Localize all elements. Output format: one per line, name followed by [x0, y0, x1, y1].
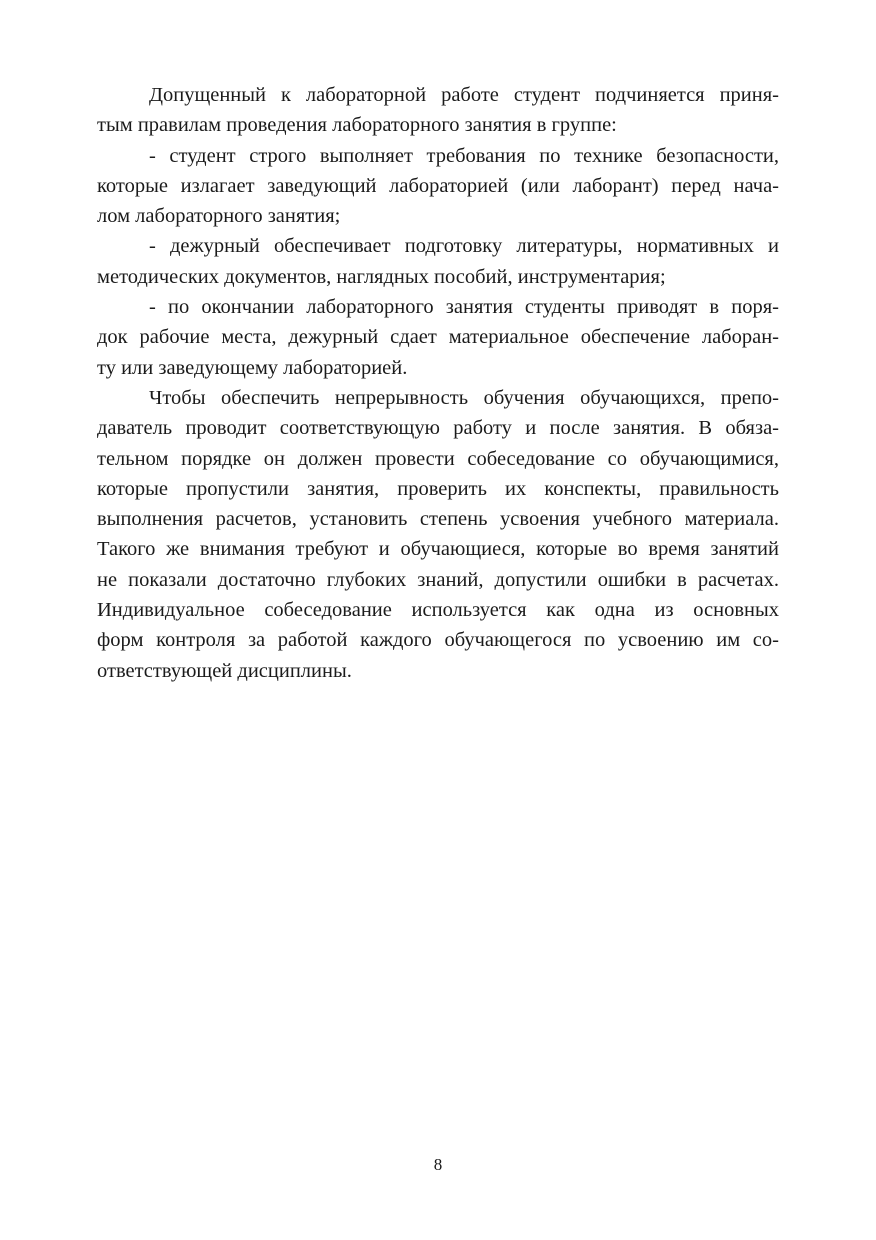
- text-line: тым правилам проведения лабораторного занятия в группе:: [97, 114, 617, 137]
- text-line: ответствующей дисциплины.: [97, 659, 352, 682]
- text-line: Чтобы обеспечить непрерывность обучения обучающихся, препо-: [149, 386, 779, 409]
- text-line: форм контроля за работой каждого обучающегося по усвоению им со-: [97, 629, 779, 652]
- page-number: 8: [433, 1155, 443, 1174]
- paragraph-safety-rule: [97, 141, 779, 232]
- text-line: - дежурный обеспечивает подготовку литературы, нормативных и: [149, 235, 779, 258]
- text-line: выполнения расчетов, установить степень усвоения учебного материала.: [97, 508, 779, 531]
- text-line: не показали достаточно глубоких знаний, допустили ошибки в расчетах.: [97, 568, 779, 591]
- text-line: лом лабораторного занятия;: [97, 205, 341, 228]
- text-line: - по окончании лабораторного занятия студенты приводят в поря-: [149, 296, 779, 319]
- text-line: методических документов, наглядных пособий, инструментария;: [97, 265, 666, 288]
- text-line: даватель проводит соответствующую работу и после занятия. В обяза-: [97, 417, 779, 440]
- text-line: Индивидуальное собеседование используется как одна из основных: [97, 599, 779, 622]
- text-line: тельном порядке он должен провести собеседование со обучающимися,: [97, 447, 779, 470]
- paragraph-duty-rule: [97, 231, 779, 292]
- text-line: док рабочие места, дежурный сдает материальное обеспечение лаборан-: [97, 326, 779, 349]
- text-line: которые пропустили занятия, проверить их конспекты, правильность: [97, 477, 779, 500]
- paragraph-continuity: [97, 383, 779, 686]
- paragraph-admission: [97, 80, 779, 141]
- text-line: Допущенный к лабораторной работе студент подчиняется приня-: [149, 84, 779, 106]
- text-line: ту или заведующему лабораторией.: [97, 356, 408, 379]
- text-line: - студент строго выполняет требования по технике безопасности,: [149, 144, 779, 167]
- body-text: [97, 80, 779, 686]
- paragraph-end-of-class-rule: [97, 292, 779, 383]
- text-line: которые излагает заведующий лабораторией (или лаборант) перед нача-: [97, 174, 779, 197]
- text-line: Такого же внимания требуют и обучающиеся, которые во время занятий: [97, 538, 779, 561]
